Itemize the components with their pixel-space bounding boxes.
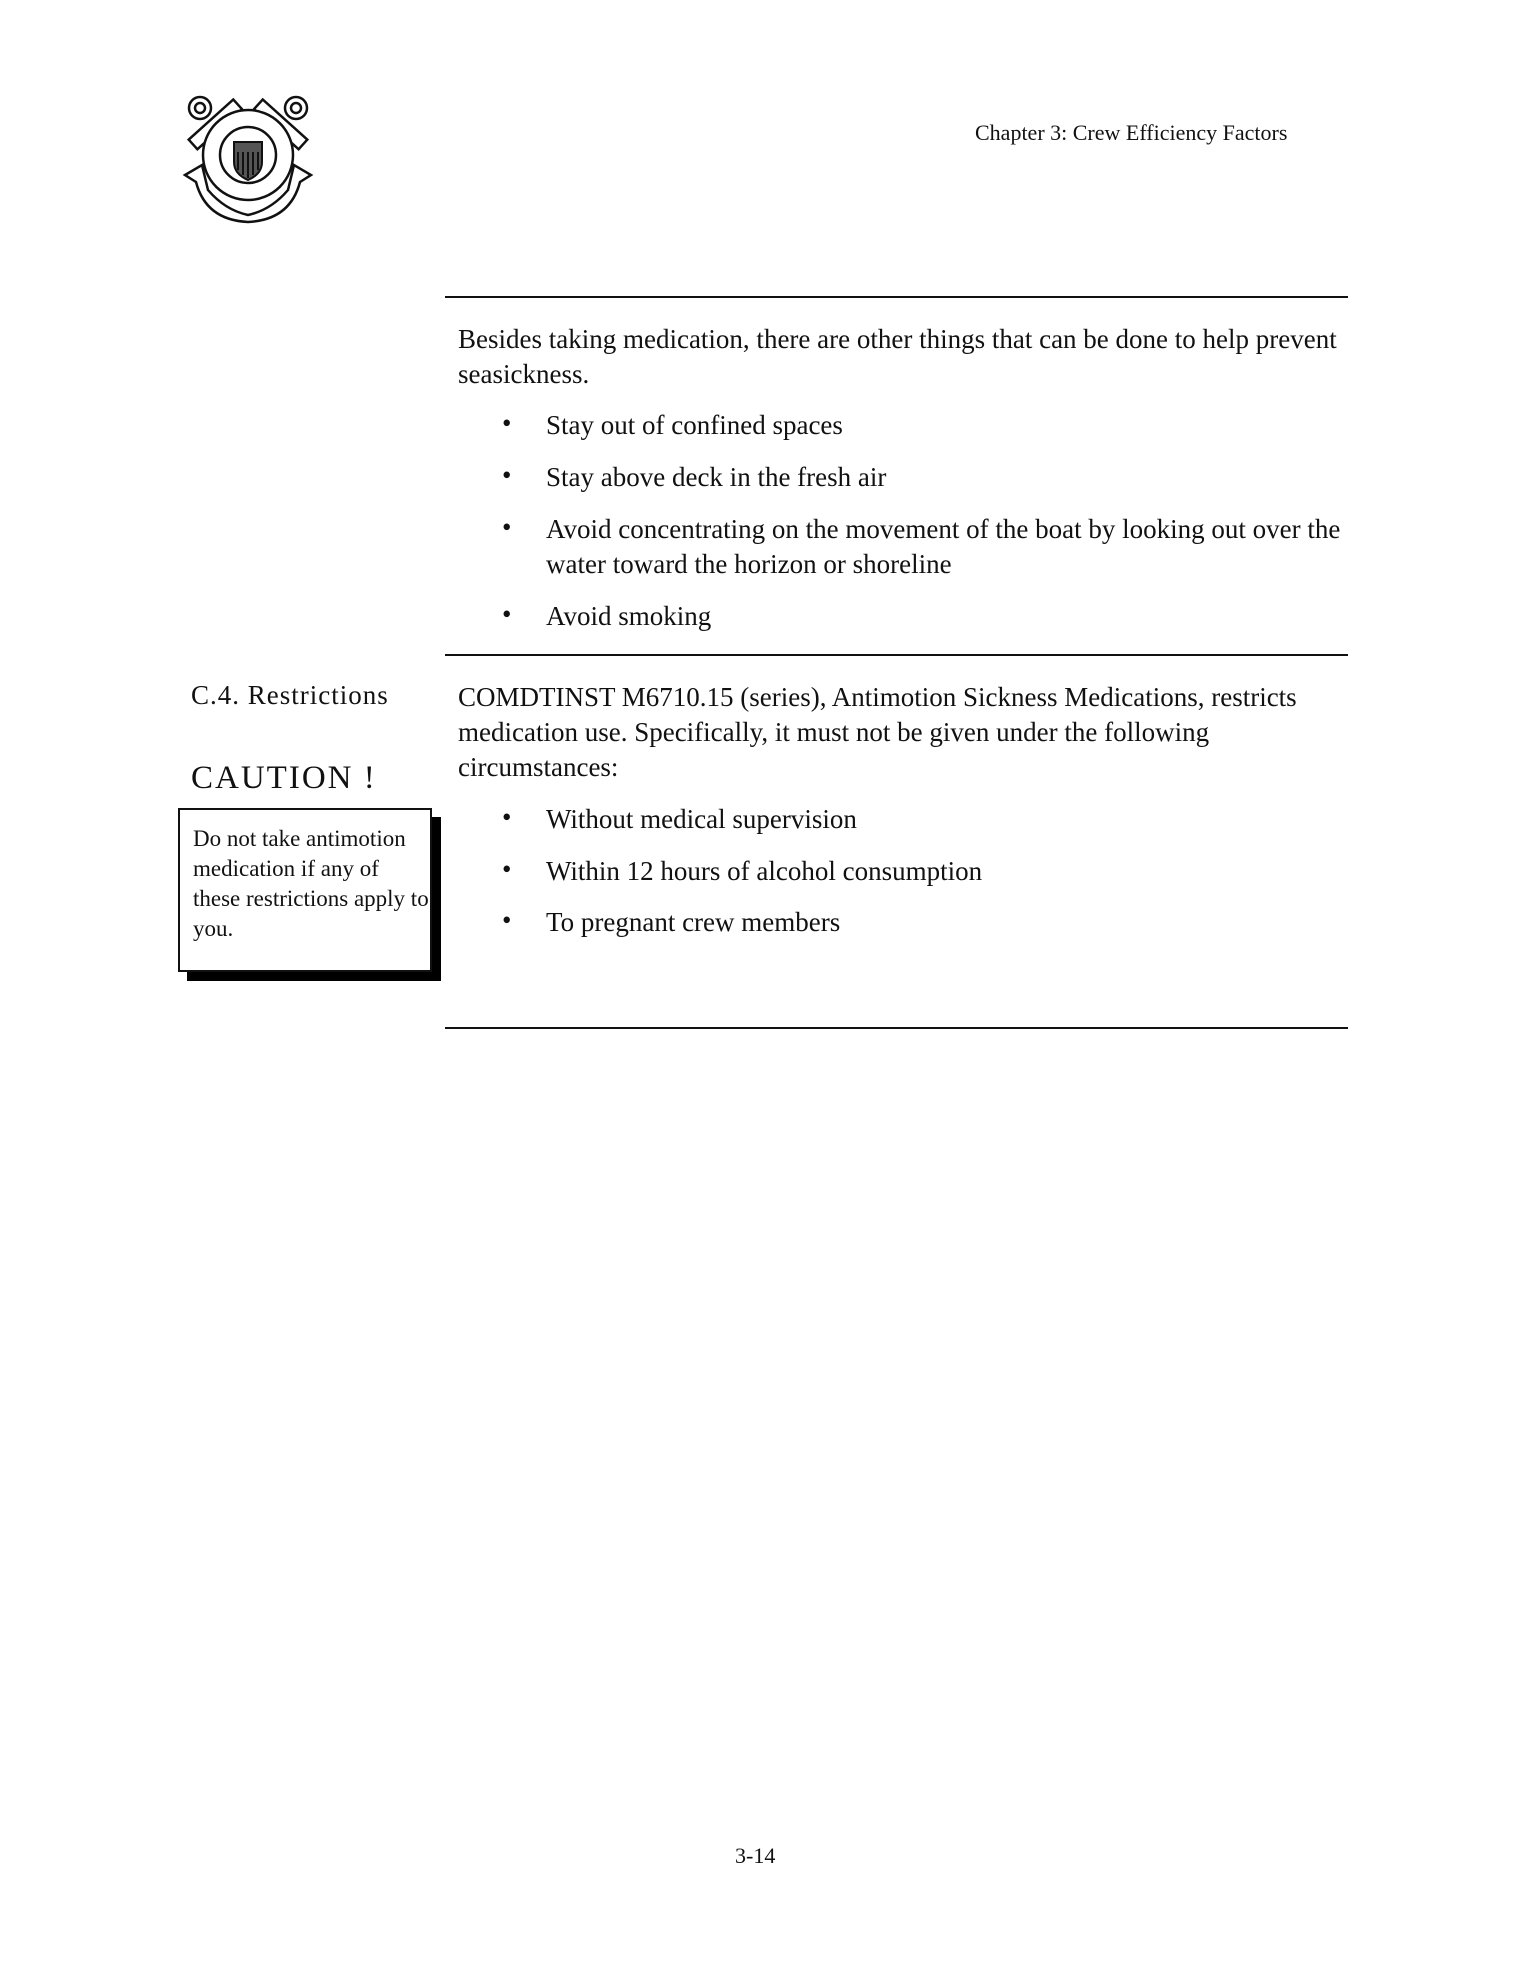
list-item: To pregnant crew members — [546, 907, 841, 937]
divider — [445, 296, 1348, 298]
bullet-dot: • — [502, 512, 512, 542]
list-item: Stay above deck in the fresh air — [546, 462, 887, 492]
list-item: Without medical supervision — [546, 804, 857, 834]
section-heading: C.4. Restrictions — [191, 680, 389, 710]
list-item: Within 12 hours of alcohol consumption — [546, 856, 983, 886]
list-item: Avoid concentrating on the movement of the boat by looking out over the water toward the horizon or shoreline — [546, 514, 1341, 579]
divider — [445, 654, 1348, 656]
coast-guard-seal-logo — [180, 90, 316, 225]
caution-text: Do not take antimotion medication if any of these restrictions apply to you. — [193, 826, 429, 941]
bullet-dot: • — [502, 408, 512, 438]
divider — [445, 1027, 1348, 1029]
bullet-dot: • — [502, 854, 512, 884]
bullet-dot: • — [502, 802, 512, 832]
bullet-dot: • — [502, 905, 512, 935]
intro-paragraph: Besides taking medication, there are other things that can be done to help prevent seasickness. — [458, 324, 1337, 389]
list-item: Avoid smoking — [546, 601, 712, 631]
chapter-header: Chapter 3: Crew Efficiency Factors — [975, 120, 1288, 145]
restrictions-paragraph: COMDTINST M6710.15 (series), Antimotion Sickness Medications, restricts medication use. Specifically, it must not be given under the following circumstances: — [458, 682, 1297, 782]
bullet-dot: • — [502, 460, 512, 490]
caution-box — [178, 808, 432, 972]
page-number: 3-14 — [735, 1843, 776, 1868]
caution-label: CAUTION ! — [191, 760, 377, 796]
list-item: Stay out of confined spaces — [546, 410, 843, 440]
bullet-dot: • — [502, 599, 512, 629]
